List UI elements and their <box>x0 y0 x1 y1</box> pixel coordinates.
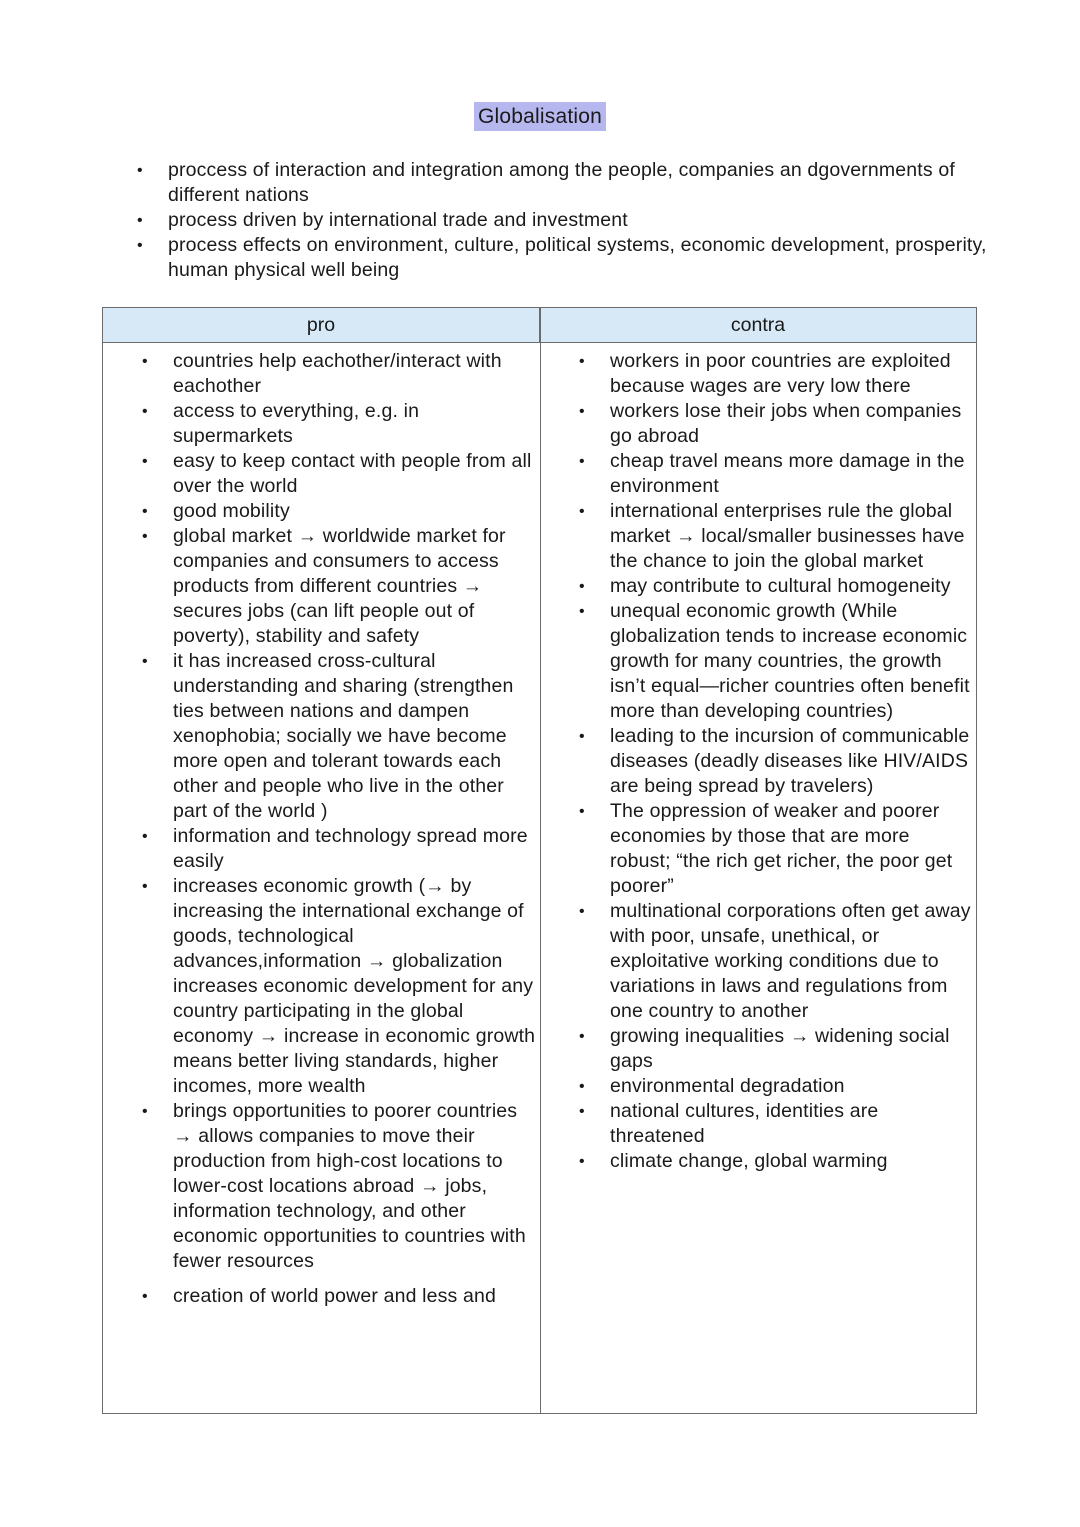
pro-contra-table <box>102 307 977 1414</box>
pro-item: • creation of world power and less and <box>173 1284 537 1309</box>
contra-item: • international enterprises rule the global market → local/smaller businesses have the chance to join the global market <box>610 499 974 574</box>
contra-item: • environmental degradation <box>610 1074 974 1099</box>
pro-item: • easy to keep contact with people from all over the world <box>173 449 537 499</box>
pro-item: • good mobility <box>173 499 537 524</box>
contra-item: • climate change, global warming <box>610 1149 974 1174</box>
pro-item: • brings opportunities to poorer countries → allows companies to move their production from high-cost locations to lower-cost locations abroad → jobs, information technology, and other economic opportunities to countries with fewer resources <box>173 1099 537 1274</box>
title-container <box>0 102 1080 131</box>
contra-item: • leading to the incursion of communicable diseases (deadly diseases like HIV/AIDS are being spread by travelers) <box>610 724 974 799</box>
intro-item: • process driven by international trade and investment <box>168 208 988 233</box>
contra-item: • workers in poor countries are exploited because wages are very low there <box>610 349 974 399</box>
pro-item: • countries help eachother/interact with eachother <box>173 349 537 399</box>
intro-item: • process effects on environment, culture, political systems, economic development, prosperity, human physical well being <box>168 233 988 283</box>
intro-list <box>168 158 988 283</box>
contra-item: • workers lose their jobs when companies go abroad <box>610 399 974 449</box>
header-pro: pro <box>103 308 540 342</box>
pro-item: • information and technology spread more easily <box>173 824 537 874</box>
pro-item: • access to everything, e.g. in supermarkets <box>173 399 537 449</box>
column-divider <box>540 308 541 1413</box>
pro-item: • it has increased cross-cultural understanding and sharing (strengthen ties between nations and dampen xenophobia; socially we have become more open and tolerant towards each other and people who live in the other part of the world ) <box>173 649 537 824</box>
pro-item: • global market → worldwide market for companies and consumers to access products from different countries → secures jobs (can lift people out of poverty), stability and safety <box>173 524 537 649</box>
contra-item: • growing inequalities → widening social gaps <box>610 1024 974 1074</box>
contra-item: • national cultures, identities are threatened <box>610 1099 974 1149</box>
contra-item: • The oppression of weaker and poorer economies by those that are more robust; “the rich get richer, the poor get poorer” <box>610 799 974 899</box>
intro-item: • proccess of interaction and integration among the people, companies an dgovernments of different nations <box>168 158 988 208</box>
contra-item: • may contribute to cultural homogeneity <box>610 574 974 599</box>
contra-item: • unequal economic growth (While globalization tends to increase economic growth for many countries, the growth isn’t equal—richer countries often benefit more than developing countries) <box>610 599 974 724</box>
header-contra: contra <box>730 314 786 336</box>
contra-item: • cheap travel means more damage in the environment <box>610 449 974 499</box>
page-title: Globalisation <box>474 102 606 131</box>
pro-list <box>173 349 537 1309</box>
pro-item: • increases economic growth (→ by increasing the international exchange of goods, technological advances,information → globalization increases economic development for any country participating in the global economy → increase in economic growth means better living standards, higher incomes, more wealth <box>173 874 537 1099</box>
contra-list <box>610 349 974 1174</box>
contra-item: • multinational corporations often get away with poor, unsafe, unethical, or exploitative working conditions due to variations in laws and regulations from one country to another <box>610 899 974 1024</box>
